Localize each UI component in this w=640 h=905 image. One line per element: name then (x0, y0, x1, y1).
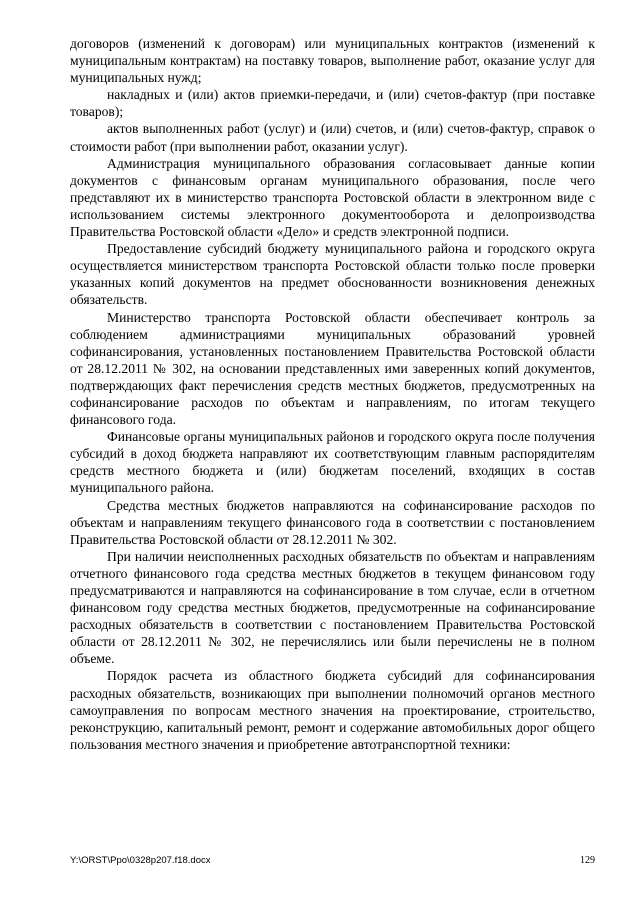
paragraph-unfulfilled-obligations: При наличии неисполненных расходных обязательств по объектам и направлениям отчетного финансового года средства местных бюджетов в текущем финансовом году предусматриваются и направляются на софинансирование в том случае, если в отчетном финансовом году средства местных бюджетов, предусмотренные на софинансирование расходных обязательств в соответствии с постановлением Правительства Ростовской области от 28.12.2011 № 302, не перечислялись или были перечислены не в полном объеме. (70, 548, 595, 667)
paragraph-acts: актов выполненных работ (услуг) и (или) счетов, и (или) счетов-фактур, справок о стоимости работ (при выполнении работ, оказании услуг). (70, 121, 595, 154)
paragraph-local-budgets: Средства местных бюджетов направляются на софинансирование расходов по объектам и направлениям текущего финансового года в соответствии с постановлением Правительства Ростовской области от 28.12.2011 № 302. (70, 497, 595, 547)
footer-file-path: Y:\ORST\Ppo\0328p207.f18.docx (70, 855, 211, 866)
paragraph-calculation-procedure: Порядок расчета из областного бюджета субсидий для софинансирования расходных обязательств, возникающих при выполнении полномочий органов местного самоуправления по вопросам местного значения на проектирование, строительство, реконструкцию, капитальный ремонт, ремонт и содержание автомобильных дорог общего пользования местного значения и приобретение автотранспортной техники: (70, 668, 595, 752)
paragraph-invoices: накладных и (или) актов приемки-передачи, и (или) счетов-фактур (при поставке товаров); (70, 87, 595, 120)
paragraph-ministry-control: Министерство транспорта Ростовской области обеспечивает контроль за соблюдением администрациями муниципальных образований уровней софинансирования, установленных постановлением Правительства Ростовской области от 28.12.2011 № 302, на основании представленных ими заверенных копий документов, подтверждающих факт перечисления средств местных бюджетов, предусмотренных на софинансирование расходов по объектам и направлениям, по итогам текущего финансового года. (70, 309, 595, 428)
paragraph-contracts: договоров (изменений к договорам) или муниципальных контрактов (изменений к муниципальным контрактам) на поставку товаров, выполнение работ, оказание услуг для муниципальных нужд; (70, 36, 595, 86)
document-body (70, 35, 595, 753)
paragraph-financial-bodies: Финансовые органы муниципальных районов и городского округа после получения субсидий в доход бюджета направляют их соответствующим главным распорядителям средств местного бюджета и (или) бюджетам поселений, входящих в состав муниципального района. (70, 429, 595, 496)
footer-page-number: 129 (580, 855, 595, 866)
paragraph-provision: Предоставление субсидий бюджету муниципального района и городского округа осуществляется министерством транспорта Ростовской области только после проверки указанных копий документов на предмет обоснованности возникновения денежных обязательств. (70, 241, 595, 308)
paragraph-administration: Администрация муниципального образования согласовывает данные копии документов с финансовым органам муниципального образования, после чего представляют их в министерство транспорта Ростовской области в электронном виде с использованием системы электронного документооборота и делопроизводства Правительства Ростовской области «Дело» и средств электронной подписи. (70, 155, 595, 240)
